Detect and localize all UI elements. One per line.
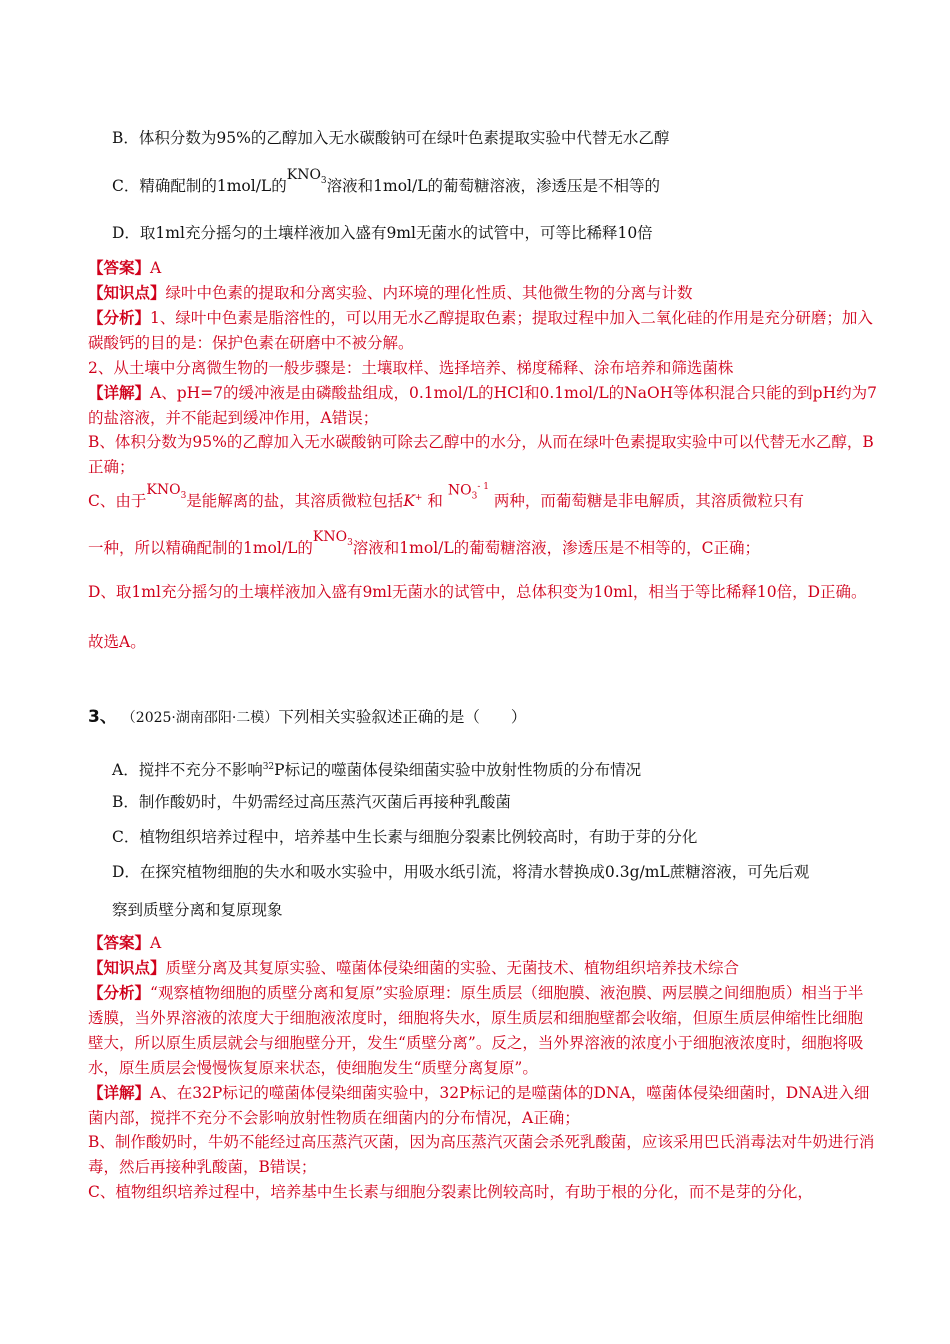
question-source: （2025·湖南邵阳·二模）	[121, 710, 279, 726]
q2-analysis-2: 2、从土壤中分离微生物的一般步骤是：土壤取样、选择培养、梯度稀释、涂布培养和筛选菌株	[88, 359, 734, 377]
q2-option-c-post: 溶液和1mol/L的葡萄糖溶液，渗透压是不相等的	[326, 177, 661, 195]
knowledge-tag: 【知识点】	[88, 283, 166, 302]
q2-analysis: 【分析】1、绿叶中色素是脂溶性的，可以用无水乙醇提取色素；提取过程中加入二氧化硅的作用是充分研磨；加入碳酸钙的目的是：保护色素在研磨中不被分解。	[88, 308, 873, 352]
q2-detail-b: B、体积分数为95%的乙醇加入无水碳酸钠可除去乙醇中的水分，从而在绿叶色素提取实验中可以代替无水乙醇，B正确；	[88, 433, 874, 476]
q3-detail-c: C、植物组织培养过程中，培养基中生长素与细胞分裂素比例较高时，有助于根的分化，而不是芽的分化，	[88, 1183, 813, 1201]
q3-analysis: 【分析】“观察植物细胞的质壁分离和复原”实验原理：原生质层（细胞膜、液泡膜、两层膜之间细胞质）相当于半透膜，当外界溶液的浓度大于细胞液浓度时，细胞将失水，原生质层和细胞壁都会收缩，但原生质层伸缩性比细胞壁大，所以原生质层就会与细胞壁分开，发生“质壁分离”。反之，当外界溶液的浓度小于细胞液浓度时，细胞将吸水，原生质层会慢慢恢复原来状态，使细胞发生“质壁分离复原”。	[88, 983, 864, 1077]
q2-option-c-pre: C．精确配制的1mol/L的	[112, 177, 287, 195]
analysis-tag: 【分析】	[88, 983, 151, 1002]
detail-tag: 【详解】	[88, 383, 151, 402]
q3-knowledge-point: 【知识点】质壁分离及其复原实验、噬菌体侵染细菌的实验、无菌技术、植物组织培养技术综合	[88, 958, 740, 977]
answer-tag: 【答案】	[88, 258, 151, 277]
q3-detail-b: B、制作酸奶时，牛奶不能经过高压蒸汽灭菌，因为高压蒸汽灭菌会杀死乳酸菌，应该采用巴氏消毒法对牛奶进行消毒，然后再接种乳酸菌，B错误；	[88, 1133, 875, 1176]
analysis-tag: 【分析】	[88, 308, 151, 327]
knowledge-tag: 【知识点】	[88, 958, 166, 977]
q3-option-b: B．制作酸奶时，牛奶需经过高压蒸汽灭菌后再接种乳酸菌	[112, 793, 511, 811]
q3-answer: 【答案】A	[88, 933, 162, 952]
q2-conclusion: 故选A。	[88, 633, 146, 651]
q3-option-d: D．在探究植物细胞的失水和吸水实验中，用吸水纸引流，将清水替换成0.3g/mL蔗糖溶液，可先后观	[112, 863, 810, 881]
q2-detail-c-line1: C、由于$KNO_3$是能解离的盐，其溶质微粒包括K+ 和 $NO_3^{- 1}$ 两种，而葡萄糖是非电解质，其溶质微粒只有	[88, 488, 804, 518]
q3-stem	[88, 707, 526, 728]
q2-detail-d: D、取1ml充分摇匀的土壤样液加入盛有9ml无菌水的试管中，总体积变为10ml，相当于等比稀释10倍，D正确。	[88, 583, 867, 601]
nitrate-ion: $NO_3^{- 1}$	[447, 481, 489, 501]
question-text: 下列相关实验叙述正确的是（ ）	[278, 708, 527, 726]
q3-option-c: C．植物组织培养过程中，培养基中生长素与细胞分裂素比例较高时，有助于芽的分化	[112, 828, 698, 846]
question-number: 3、	[88, 707, 117, 727]
q3-detail-a: 【详解】A、在32P标记的噬菌体侵染细菌实验中，32P标记的是噬菌体的DNA，噬菌体侵染细菌时，DNA进入细菌内部，搅拌不充分不会影响放射性物质在细菌内的分布情况，A正确；	[88, 1083, 870, 1127]
detail-tag: 【详解】	[88, 1083, 151, 1102]
q2-option-c	[112, 167, 661, 203]
q2-option-d: D．取1ml充分摇匀的土壤样液加入盛有9ml无菌水的试管中，可等比稀释10倍	[112, 224, 653, 242]
kno3-formula: $KNO_3$	[312, 529, 353, 548]
q2-knowledge-point: 【知识点】绿叶中色素的提取和分离实验、内环境的理化性质、其他微生物的分离与计数	[88, 283, 693, 302]
potassium-ion: K+	[403, 492, 423, 511]
q2-option-b: B．体积分数为95%的乙醇加入无水碳酸钠可在绿叶色素提取实验中代替无水乙醇	[112, 129, 670, 147]
q3-option-a: A．搅拌不充分不影响$^{32}$P标记的噬菌体侵染细菌实验中放射性物质的分布情况	[112, 761, 642, 780]
q3-option-d-cont: 察到质壁分离和复原现象	[112, 901, 283, 919]
q2-detail-a: 【详解】A、pH=7的缓冲液是由磷酸盐组成，0.1mol/L的HCl和0.1mol/L的NaOH等体积混合只能的到pH约为7的盐溶液，并不能起到缓冲作用，A错误；	[88, 383, 877, 427]
answer-tag: 【答案】	[88, 933, 151, 952]
q2-answer: 【答案】A	[88, 258, 162, 277]
q2-detail-c-line2: 一种，所以精确配制的1mol/L的$KNO_3$溶液和1mol/L的葡萄糖溶液，渗透压是不相等的，C正确；	[88, 529, 761, 557]
q2-option-c-formula: $KNO_3$	[286, 167, 327, 186]
kno3-formula: $KNO_3$	[146, 482, 187, 501]
